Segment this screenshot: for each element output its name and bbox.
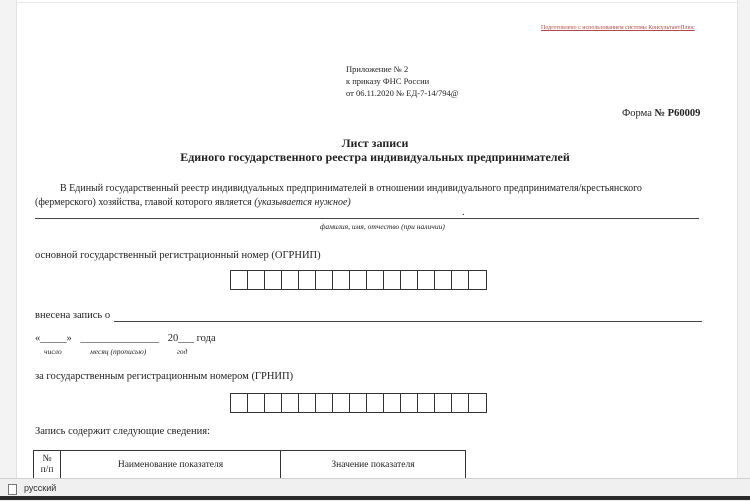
appendix-line-1: Приложение № 2 [346, 64, 409, 74]
ogrnip-cell[interactable] [452, 271, 469, 289]
ogrnip-cell[interactable] [316, 271, 333, 289]
form-code: № Р60009 [654, 108, 701, 119]
col-num-line-1: № [42, 454, 52, 464]
left-margin-bar [0, 0, 17, 478]
paragraph-line-1: В Единый государственный реестр индивидуальных предпринимателей в отношении индивидуального предпринимателя/крестьянского [60, 183, 642, 194]
caption-month: месяц (прописью) [90, 347, 147, 356]
grnip-cell[interactable] [384, 394, 401, 412]
grnip-cell[interactable] [282, 394, 299, 412]
grnip-cell[interactable] [469, 394, 486, 412]
grnip-cell[interactable] [435, 394, 452, 412]
paragraph-text: (фермерского) хозяйства, главой которого является [35, 197, 252, 208]
grnip-cell[interactable] [418, 394, 435, 412]
col-name-header: Наименование показателя [61, 451, 281, 480]
grnip-label: за государственным регистрационным номером (ГРНИП) [35, 371, 294, 382]
grnip-cell[interactable] [299, 394, 316, 412]
table-header-row [34, 451, 466, 480]
ogrnip-cell[interactable] [265, 271, 282, 289]
paragraph-dot: . [462, 207, 465, 218]
fio-underline [35, 218, 699, 219]
document-icon [8, 484, 17, 495]
grnip-cell[interactable] [452, 394, 469, 412]
grnip-cell[interactable] [265, 394, 282, 412]
ogrnip-cell[interactable] [367, 271, 384, 289]
date-day-blank[interactable]: _____ [40, 333, 67, 344]
grnip-cell[interactable] [350, 394, 367, 412]
ogrnip-grid[interactable] [230, 270, 487, 290]
taskbar [0, 496, 750, 500]
col-num-header [34, 451, 61, 480]
grnip-grid[interactable] [230, 393, 487, 413]
grnip-cell[interactable] [401, 394, 418, 412]
ogrnip-cell[interactable] [299, 271, 316, 289]
ogrnip-label: основной государственный регистрационный номер (ОГРНИП) [35, 250, 321, 261]
ogrnip-cell[interactable] [333, 271, 350, 289]
appendix-line-2: к приказу ФНС России [346, 76, 430, 86]
caption-day: число [44, 347, 62, 356]
date-year-prefix: 20 [167, 333, 179, 344]
contains-label: Запись содержит следующие сведения: [35, 426, 210, 437]
grnip-cell[interactable] [333, 394, 350, 412]
info-table [33, 450, 466, 480]
ogrnip-cell[interactable] [418, 271, 435, 289]
right-margin-bar [737, 0, 750, 478]
date-close-quote: » [66, 333, 72, 344]
grnip-cell[interactable] [367, 394, 384, 412]
grnip-cell[interactable] [231, 394, 248, 412]
grnip-cell[interactable] [316, 394, 333, 412]
date-open-quote: « [35, 333, 41, 344]
caption-year: год [177, 347, 188, 356]
ogrnip-cell[interactable] [435, 271, 452, 289]
date-month-blank[interactable]: _______________ [80, 333, 160, 344]
ogrnip-cell[interactable] [401, 271, 418, 289]
fio-caption: фамилия, имя, отчество (при наличии) [320, 222, 445, 231]
ogrnip-cell[interactable] [282, 271, 299, 289]
date-year-word: года [196, 333, 216, 344]
doc-title-line-1: Лист записи [341, 136, 409, 150]
doc-title-line-2: Единого государственного реестра индивидуальных предпринимателей [180, 150, 570, 164]
record-underline [114, 321, 702, 322]
record-label: внесена запись о [35, 310, 111, 321]
date-row [35, 333, 216, 344]
consultant-link[interactable]: Подготовлено с использованием системы КонсультантПлюс [541, 25, 695, 31]
ogrnip-cell[interactable] [248, 271, 265, 289]
paragraph-hint: (указывается нужное) [254, 197, 351, 208]
grnip-cell[interactable] [248, 394, 265, 412]
date-year-blank[interactable]: ___ [178, 333, 194, 344]
appendix-line-3: от 06.11.2020 № ЕД-7-14/794@ [346, 88, 459, 98]
ogrnip-cell[interactable] [231, 271, 248, 289]
ogrnip-cell[interactable] [350, 271, 367, 289]
top-border-line [16, 2, 738, 3]
col-num-line-2: п/п [40, 465, 54, 475]
ogrnip-cell[interactable] [384, 271, 401, 289]
form-number [622, 108, 700, 119]
ogrnip-cell[interactable] [469, 271, 486, 289]
col-value-header: Значение показателя [281, 451, 466, 480]
paragraph-line-2 [35, 197, 351, 208]
language-indicator[interactable]: русский [24, 483, 57, 493]
form-label: Форма [622, 108, 652, 119]
